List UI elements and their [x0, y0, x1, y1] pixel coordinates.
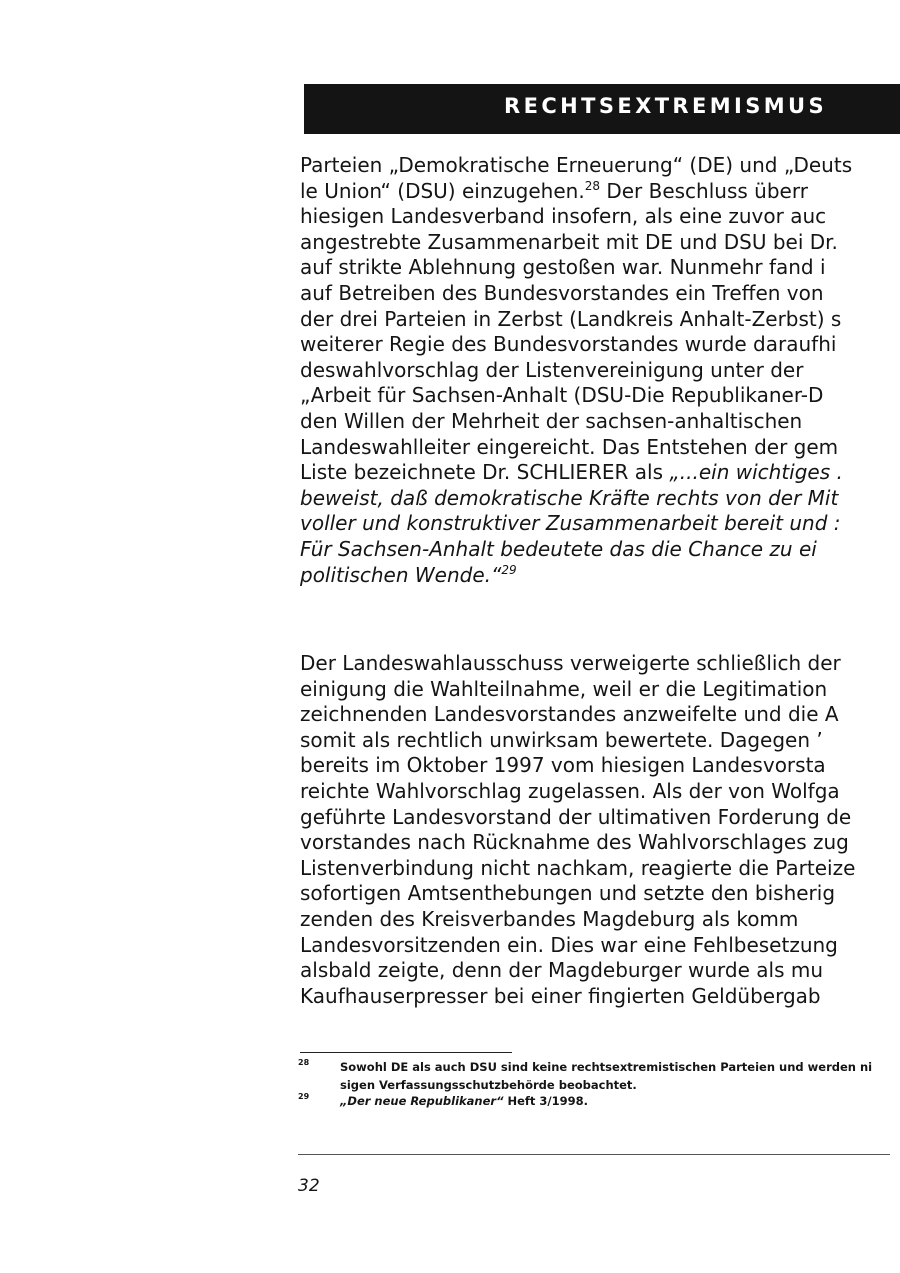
text-line: Landesvorsitzenden ein. Dies war eine Fehlbesetzung — [300, 932, 838, 957]
text-line: zeichnenden Landesvorstandes anzweifelte und die A — [300, 702, 839, 727]
text-line: reichte Wahlvorschlag zugelassen. Als der von Wolfga — [300, 778, 840, 803]
section-title: RECHTSEXTREMISMUS — [504, 94, 828, 118]
quote-line: voller und konstruktiver Zusammenarbeit bereit und : — [300, 511, 841, 536]
text-line: einigung die Wahlteilnahme, weil er die Legitimation — [300, 676, 828, 701]
text-line: „Arbeit für Sachsen-Anhalt (DSU-Die Republikaner-D — [300, 383, 824, 408]
text-line: angestrebte Zusammenarbeit mit DE und DSU bei Dr. — [300, 229, 838, 254]
text-line: der drei Parteien in Zerbst (Landkreis Anhalt-Zerbst) s — [300, 306, 842, 331]
text-segment: Der Beschluss überr — [599, 178, 808, 203]
text-segment: politischen Wende.“ — [300, 562, 502, 587]
quote-line — [300, 563, 900, 589]
quote-line: Für Sachsen-Anhalt bedeutete das die Chance zu ei — [300, 536, 817, 561]
text-line: Landeswahlleiter eingereicht. Das Entstehen der gem — [300, 434, 839, 459]
footnote-number: 28 — [298, 1058, 310, 1067]
body-text-column — [300, 153, 900, 1153]
quote-line: beweist, daß demokratische Kräfte rechts von der Mit — [300, 485, 839, 510]
text-line: den Willen der Mehrheit der sachsen-anhaltischen — [300, 408, 803, 433]
footnote-separator — [300, 1052, 512, 1053]
text-line: vorstandes nach Rücknahme des Wahlvorschlages zug — [300, 830, 849, 855]
paragraph-1 — [300, 153, 900, 588]
footnote-ref-29: 29 — [501, 562, 517, 577]
footnote-number: 29 — [298, 1092, 310, 1101]
text-line: sofortigen Amtsenthebungen und setzte den bisherig — [300, 881, 836, 906]
page-footer-rule — [298, 1154, 890, 1155]
footnote-ref-28: 28 — [584, 178, 600, 193]
footnote-text — [340, 1092, 588, 1110]
paragraph-2 — [300, 651, 900, 1009]
text-line: alsbald zeigte, denn der Magdeburger wurde als mu — [300, 958, 824, 983]
quote-segment: „...ein wichtiges . — [669, 460, 843, 485]
footnote-source-issue: Heft 3/1998. — [503, 1094, 589, 1108]
text-line: auf strikte Ablehnung gestoßen war. Nunmehr fand i — [300, 255, 826, 280]
text-segment: Liste bezeichnete Dr. SCHLIERER als — [300, 460, 670, 485]
text-line: bereits im Oktober 1997 vom hiesigen Landesvorsta — [300, 753, 826, 778]
text-line: weiterer Regie des Bundesvorstandes wurde daraufhi — [300, 332, 837, 357]
text-line: deswahlvorschlag der Listenvereinigung unter der — [300, 357, 804, 382]
footnote-source-title: „Der neue Republikaner“ — [340, 1094, 504, 1108]
text-line: Parteien „Demokratische Erneuerung“ (DE) und „Deuts — [300, 153, 853, 177]
page-number: 32 — [298, 1176, 320, 1196]
section-header-bar — [304, 84, 900, 134]
footnote-line: Sowohl DE als auch DSU sind keine rechtsextremistischen Parteien und werden ni — [340, 1060, 873, 1074]
text-line: somit als rechtlich unwirksam bewertete. Dagegen ’ — [300, 727, 823, 752]
footnote-text — [340, 1058, 872, 1094]
text-line: auf Betreiben des Bundesvorstandes ein Treffen von — [300, 280, 824, 305]
text-line: Kaufhauserpresser bei einer fingierten Geldübergab — [300, 983, 821, 1008]
text-line: zenden des Kreisverbandes Magdeburg als komm — [300, 906, 799, 931]
text-line: Der Landeswahlausschuss verweigerte schließlich der — [300, 651, 841, 675]
text-line — [300, 460, 900, 486]
text-line: geführte Landesvorstand der ultimativen Forderung de — [300, 804, 852, 829]
text-line: Listenverbindung nicht nachkam, reagierte die Parteize — [300, 855, 856, 880]
text-line: hiesigen Landesverband insofern, als eine zuvor auc — [300, 204, 827, 229]
footnotes-block — [298, 1058, 900, 1118]
text-segment: le Union“ (DSU) einzugehen. — [300, 178, 585, 203]
text-line — [300, 179, 900, 205]
footnote-line: sigen Verfassungsschutzbehörde beobachtet. — [340, 1078, 637, 1092]
